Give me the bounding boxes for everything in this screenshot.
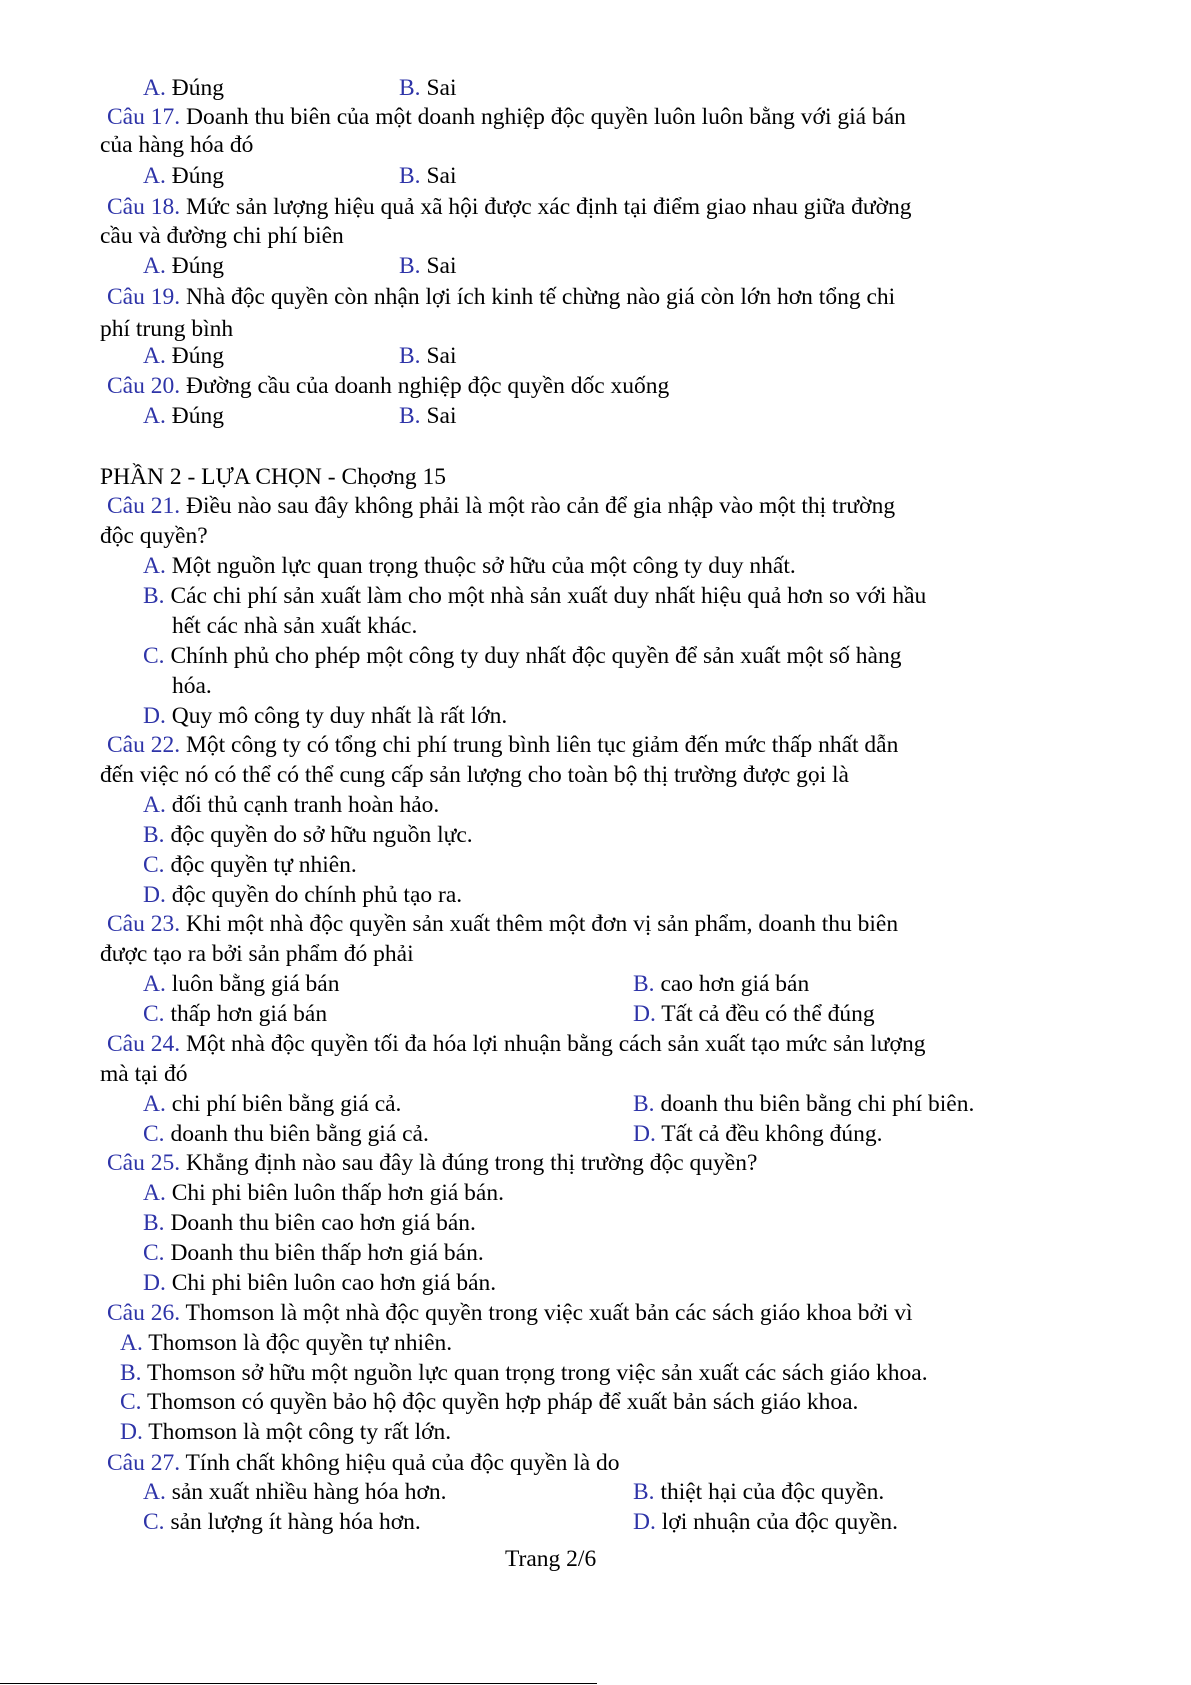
q20-stem: Câu 20. Đường cầu của doanh nghiệp độc quyền dốc xuống [107, 373, 670, 399]
question-number: Câu 26. [107, 1300, 181, 1326]
q21-stem-cont: độc quyền? [100, 523, 208, 549]
q18-stem-cont: cầu và đường chi phí biên [100, 223, 344, 249]
q21-option-a: A. Một nguồn lực quan trọng thuộc sở hữu của một công ty duy nhất. [143, 553, 796, 579]
q27-option-a: A. sản xuất nhiều hàng hóa hơn. [143, 1479, 447, 1505]
q27-stem: Câu 27. Tính chất không hiệu quả của độc quyền là do [107, 1450, 620, 1476]
q25-option-d: D. Chi phi biên luôn cao hơn giá bán. [143, 1270, 497, 1296]
q23-stem-cont: được tạo ra bởi sản phẩm đó phải [100, 941, 414, 967]
question-number: Câu 19. [107, 284, 181, 310]
q19-option-a: A. Đúng [143, 343, 224, 369]
q22-stem-cont: đến việc nó có thể có thể cung cấp sản lượng cho toàn bộ thị trường được gọi là [100, 762, 849, 788]
q26-option-c: C. Thomson có quyền bảo hộ độc quyền hợp pháp để xuất bản sách giáo khoa. [120, 1389, 859, 1415]
q19-stem: Câu 19. Nhà độc quyền còn nhận lợi ích kinh tế chừng nào giá còn lớn hơn tổng chi [107, 284, 896, 310]
q22-option-b: B. độc quyền do sở hữu nguồn lực. [143, 822, 473, 848]
q25-option-b: B. Doanh thu biên cao hơn giá bán. [143, 1210, 476, 1236]
page-number: Trang 2/6 [505, 1546, 597, 1572]
q24-option-d: D. Tất cả đều không đúng. [633, 1121, 883, 1147]
q22-option-d: D. độc quyền do chính phủ tạo ra. [143, 882, 463, 908]
section-title: PHẦN 2 - LỰA CHỌN - Chọơng 15 [100, 464, 446, 490]
q25-option-c: C. Doanh thu biên thấp hơn giá bán. [143, 1240, 484, 1266]
q23-option-c: C. thấp hơn giá bán [143, 1001, 328, 1027]
question-number: Câu 21. [107, 493, 181, 519]
q27-option-c: C. sản lượng ít hàng hóa hơn. [143, 1509, 421, 1535]
q25-stem: Câu 25. Khẳng định nào sau đây là đúng trong thị trường độc quyền? [107, 1150, 758, 1176]
q24-option-a: A. chi phí biên bằng giá cả. [143, 1091, 402, 1117]
q16-option-a: A. Đúng [143, 75, 224, 101]
q21-option-d: D. Quy mô công ty duy nhất là rất lớn. [143, 703, 508, 729]
q16-option-b: B. Sai [399, 75, 457, 101]
question-number: Câu 22. [107, 732, 181, 758]
q24-stem-cont: mà tại đó [100, 1061, 188, 1087]
q21-option-c: C. Chính phủ cho phép một công ty duy nhất độc quyền để sản xuất một số hàng [143, 643, 902, 669]
q22-option-c: C. độc quyền tự nhiên. [143, 852, 357, 878]
q20-option-a: A. Đúng [143, 403, 224, 429]
q26-option-b: B. Thomson sở hữu một nguồn lực quan trọng trong việc sản xuất các sách giáo khoa. [120, 1360, 928, 1386]
q24-option-c: C. doanh thu biên bằng giá cả. [143, 1121, 429, 1147]
q21-option-c-cont: hóa. [172, 673, 212, 699]
q27-option-d: D. lợi nhuận của độc quyền. [633, 1509, 898, 1535]
q26-option-a: A. Thomson là độc quyền tự nhiên. [120, 1330, 453, 1356]
q17-stem: Câu 17. Doanh thu biên của một doanh nghiệp độc quyền luôn luôn bằng với giá bán [107, 104, 906, 130]
q22-option-a: A. đối thủ cạnh tranh hoàn hảo. [143, 792, 440, 818]
q21-stem: Câu 21. Điều nào sau đây không phải là một rào cản để gia nhập vào một thị trường [107, 493, 896, 519]
q18-option-b: B. Sai [399, 253, 457, 279]
q22-stem: Câu 22. Một công ty có tổng chi phí trung bình liên tục giảm đến mức thấp nhất dẫn [107, 732, 899, 758]
q19-stem-cont: phí trung bình [100, 316, 234, 342]
q20-option-b: B. Sai [399, 403, 457, 429]
question-number: Câu 23. [107, 911, 181, 937]
q19-option-b: B. Sai [399, 343, 457, 369]
q26-option-d: D. Thomson là một công ty rất lớn. [120, 1419, 452, 1445]
question-number: Câu 24. [107, 1031, 181, 1057]
q17-option-a: A. Đúng [143, 163, 224, 189]
question-number: Câu 18. [107, 194, 181, 220]
q23-option-a: A. luôn bằng giá bán [143, 971, 340, 997]
q26-stem: Câu 26. Thomson là một nhà độc quyền trong việc xuất bản các sách giáo khoa bởi vì [107, 1300, 913, 1326]
q18-option-a: A. Đúng [143, 253, 224, 279]
q21-option-b: B. Các chi phí sản xuất làm cho một nhà sản xuất duy nhất hiệu quả hơn so với hầu [143, 583, 927, 609]
q23-option-b: B. cao hơn giá bán [633, 971, 810, 997]
q24-option-b: B. doanh thu biên bằng chi phí biên. [633, 1091, 975, 1117]
q27-option-b: B. thiệt hại của độc quyền. [633, 1479, 885, 1505]
q18-stem: Câu 18. Mức sản lượng hiệu quả xã hội được xác định tại điểm giao nhau giữa đường [107, 194, 912, 220]
question-number: Câu 25. [107, 1150, 181, 1176]
q25-option-a: A. Chi phi biên luôn thấp hơn giá bán. [143, 1180, 504, 1206]
question-number: Câu 20. [107, 373, 181, 399]
q23-stem: Câu 23. Khi một nhà độc quyền sản xuất thêm một đơn vị sản phẩm, doanh thu biên [107, 911, 899, 937]
bottom-divider [0, 1683, 597, 1684]
q17-stem-cont: của hàng hóa đó [100, 132, 254, 158]
question-number: Câu 17. [107, 104, 181, 130]
q17-option-b: B. Sai [399, 163, 457, 189]
q23-option-d: D. Tất cả đều có thể đúng [633, 1001, 875, 1027]
question-number: Câu 27. [107, 1450, 181, 1476]
q24-stem: Câu 24. Một nhà độc quyền tối đa hóa lợi nhuận bằng cách sản xuất tạo mức sản lượng [107, 1031, 926, 1057]
q21-option-b-cont: hết các nhà sản xuất khác. [172, 613, 418, 639]
